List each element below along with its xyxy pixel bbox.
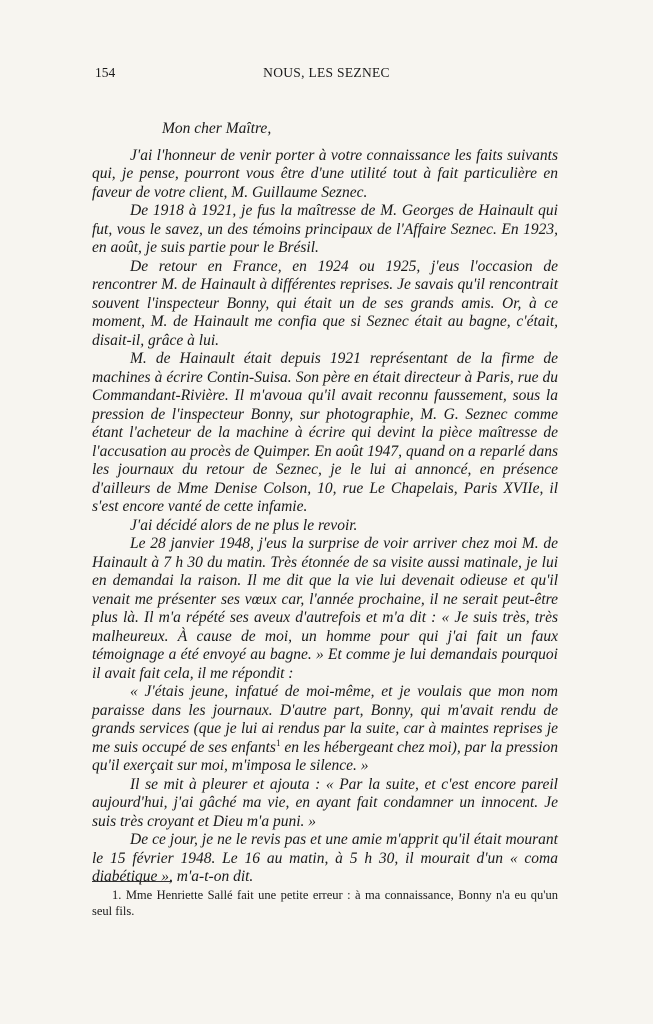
footnote-reference: 1 [275, 737, 281, 748]
paragraph: J'ai décidé alors de ne plus le revoir. [130, 516, 358, 534]
page-header [95, 65, 558, 83]
paragraph: De ce jour, je ne le revis pas et une amie m'apprit qu'il était mourant le 15 février 1948. Le 16 au matin, à 5 h 30, il mourait d'un « coma diabétique », m'a-t-on dit. [92, 831, 558, 885]
paragraph: Le 28 janvier 1948, j'eus la surprise de voir arriver chez moi M. de Hainault à 7 h 30 du matin. Très étonnée de sa visite aussi matinale, je lui en demandai la raison. Il me dit que la vie lui devenait odieuse et qu'il venait me présenter ses vœux car, l'année prochaine, il ne serait peut-être plus là. Il m'a répété ses aveux d'autrefois et m'a dit : « Je suis très, très malheureux. À cause de moi, un homme pour qui j'ai fait un faux témoignage a été envoyé au bagne. » Et comme je lui demandais pourquoi il avait fait cela, il me répondit : [92, 535, 558, 682]
paragraph: Il se mit à pleurer et ajouta : « Par la suite, et c'est encore pareil aujourd'hui, j'ai gâché ma vie, en ayant fait condamner un innocent. Je suis très croyant et Dieu m'a puni. » [92, 775, 558, 830]
paragraph: M. de Hainault était depuis 1921 représentant de la firme de machines à écrire Contin-Suisa. Son père en était directeur à Paris, rue du Commandant-Rivière. Il m'avoua qu'il avait reconnu faussement, sous la pression de l'inspecteur Bonny, sur photographie, M. G. Seznec comme étant l'acheteur de la machine à écrire qui devint la pièce maîtresse de l'accusation au procès de Quimper. En août 1947, quand on a reparlé dans les journaux du retour de Seznec, je le lui ai annoncé, en présence d'ailleurs de Mme Denise Colson, 10, rue Le Chapelais, Paris XVIIe, il s'est encore vanté de cette infamie. [92, 350, 558, 515]
footnote-number: 1. [112, 888, 122, 902]
running-title: NOUS, LES SEZNEC [263, 65, 390, 80]
footnote-separator [92, 881, 172, 882]
page-number: 154 [95, 65, 116, 80]
paragraph: J'ai l'honneur de venir porter à votre connaissance les faits suivants qui, je pense, pourront vous être d'une utilité tout à fait particulière en faveur de votre client, M. Guillaume Seznec. [92, 146, 558, 201]
footnote [92, 887, 558, 919]
paragraph-text: en les hébergeant chez moi), par la pression qu'il exerçait sur moi, m'imposa le silence. » [92, 738, 559, 774]
paragraph-text: « J'étais jeune, infatué de moi-même, et je voulais que mon nom paraisse dans les journaux. D'autre part, Bonny, qui m'avait rendu de grands services (que je lui ai rendus par la suite, car à maintes reprises je me suis occupé de ses enfants [92, 683, 558, 756]
paragraph-with-note [92, 683, 558, 776]
footnote-text: Mme Henriette Sallé fait une petite erreur : à ma connaissance, Bonny n'a eu qu'un seul fils. [92, 888, 558, 918]
paragraph: De retour en France, en 1924 ou 1925, j'eus l'occasion de rencontrer M. de Hainault à différentes reprises. Je savais qu'il rencontrait souvent l'inspecteur Bonny, qui était un de ses grands amis. Or, à ce moment, M. de Hainault me confia que si Seznec était au bagne, c'était, disait-il, grâce à lui. [92, 257, 558, 349]
letter-body [92, 120, 558, 887]
letter-salutation: Mon cher Maître, [162, 120, 272, 137]
paragraph: De 1918 à 1921, je fus la maîtresse de M. Georges de Hainault qui fut, vous le savez, un des témoins principaux de l'Affaire Seznec. En 1923, en août, je suis partie pour le Brésil. [92, 202, 558, 256]
